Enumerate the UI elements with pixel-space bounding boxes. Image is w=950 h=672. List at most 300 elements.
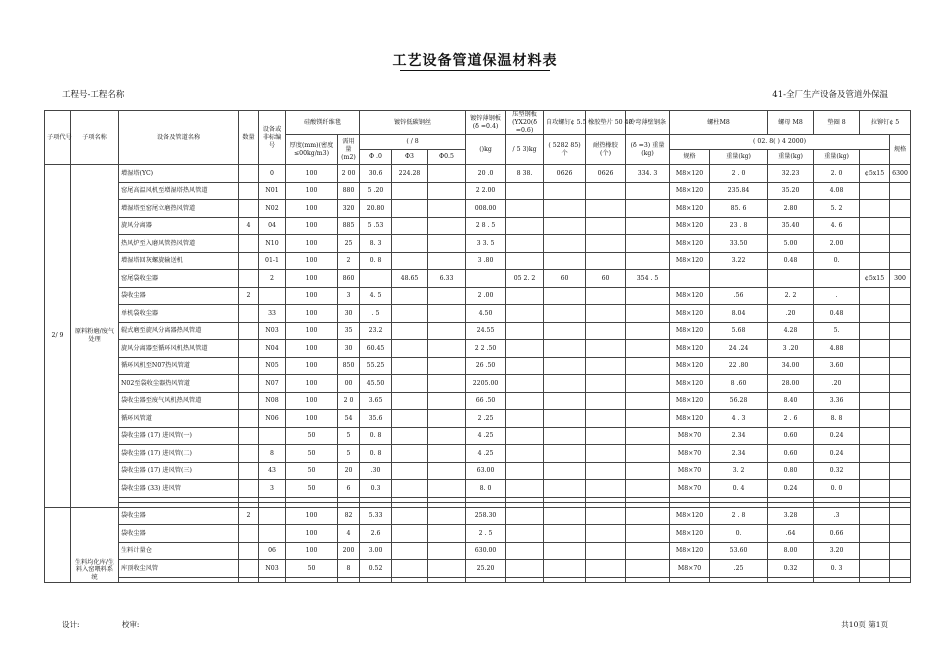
cell-s1: 20 .0 <box>466 165 506 183</box>
cell-thk: 100 <box>286 287 338 305</box>
cell-no: 33 <box>259 305 286 323</box>
cell-s2 <box>506 235 544 253</box>
cell-w3 <box>428 525 466 543</box>
col-sheet1: 镀锌薄钢板(δ =0.4) <box>466 111 506 135</box>
cell-rs <box>860 507 890 525</box>
col-wire-d3: Φ0.5 <box>428 150 466 165</box>
cell-w3 <box>428 322 466 340</box>
cell-w1: 55.25 <box>360 357 392 375</box>
cell-area: 320 <box>338 200 360 218</box>
cell-gas: 0.66 <box>814 525 860 543</box>
col-area: 需用量(m2) <box>338 135 360 165</box>
page-info: 共10页 第1页 <box>841 620 888 629</box>
cell-cold <box>626 287 670 305</box>
cell-w3 <box>428 287 466 305</box>
cell-w1: 45.50 <box>360 375 392 393</box>
cell-area: 8 <box>338 560 360 578</box>
cell-w3 <box>428 462 466 480</box>
col-screw-unit: ( 5282 85)个 <box>544 135 586 165</box>
col-sheet2-unit: / 5 3)kg <box>506 135 544 165</box>
cell-washer <box>586 375 626 393</box>
cell-s2 <box>506 375 544 393</box>
material-table <box>44 110 911 583</box>
cell-qty <box>239 480 259 498</box>
cell-area: 35 <box>338 322 360 340</box>
separator-row <box>45 577 911 582</box>
cell-no: N03 <box>259 322 286 340</box>
cell-cold <box>626 217 670 235</box>
cell-w3 <box>428 507 466 525</box>
cell-gas: 0.24 <box>814 445 860 463</box>
cell-area: 54 <box>338 410 360 428</box>
cell-rs <box>860 200 890 218</box>
cell-rs: ¢5x15 <box>860 165 890 183</box>
cell-gas: 4.88 <box>814 340 860 358</box>
cell-thk: 50 <box>286 480 338 498</box>
cell-w1: 5 .53 <box>360 217 392 235</box>
cell-rq <box>890 462 911 480</box>
cell-qty <box>239 542 259 560</box>
cell-rs <box>860 340 890 358</box>
cell-area: 3 <box>338 287 360 305</box>
title-underline <box>400 70 550 71</box>
cell-w1: 60.45 <box>360 340 392 358</box>
cell-washer <box>586 525 626 543</box>
cell-rq <box>890 182 911 200</box>
cell-thk: 100 <box>286 182 338 200</box>
cell-gas: 0.48 <box>814 305 860 323</box>
cell-w1: 0. 8 <box>360 445 392 463</box>
cell-bw <box>710 270 768 288</box>
cell-w3 <box>428 252 466 270</box>
col-bolt-spec: ( 02. 8( ) 4 2000) <box>670 135 890 150</box>
project-name: 工程号-工程名称 <box>62 90 125 100</box>
col-silicate: 硅酸镁纤维毯 <box>286 111 360 135</box>
designer-label: 设计: <box>62 620 80 629</box>
cell-bolt: M8×120 <box>670 410 710 428</box>
cell-rq <box>890 375 911 393</box>
cell-s1: 630.00 <box>466 542 506 560</box>
cell-thk: 100 <box>286 410 338 428</box>
cell-rq <box>890 560 911 578</box>
cell-nut: 35.40 <box>768 217 814 235</box>
cell-rq: 300 <box>890 270 911 288</box>
cell-nut <box>768 270 814 288</box>
cell-rs <box>860 462 890 480</box>
cell-nut: 3 .20 <box>768 340 814 358</box>
cell-qty <box>239 560 259 578</box>
cell-area: 860 <box>338 270 360 288</box>
cell-no <box>259 507 286 525</box>
cell-nut: .64 <box>768 525 814 543</box>
cell-qty <box>239 392 259 410</box>
cell-gas: 0.32 <box>814 462 860 480</box>
cell-no: 01-1 <box>259 252 286 270</box>
col-bolt: 螺柱M8 <box>670 111 768 135</box>
cell-screw <box>544 252 586 270</box>
cell-s2 <box>506 507 544 525</box>
cell-washer <box>586 445 626 463</box>
cell-s1: 2 2 .50 <box>466 340 506 358</box>
cell-no: N01 <box>259 182 286 200</box>
cell-w3 <box>428 427 466 445</box>
cell-bw: 3.22 <box>710 252 768 270</box>
table-row <box>45 252 911 270</box>
cell-s1: 4.50 <box>466 305 506 323</box>
cell-s2 <box>506 200 544 218</box>
cell-rq <box>890 480 911 498</box>
cell-cold <box>626 462 670 480</box>
cell-thk: 50 <box>286 560 338 578</box>
cell-gas: 4. 6 <box>814 217 860 235</box>
signature-line <box>62 619 179 630</box>
cell-nut: 32.23 <box>768 165 814 183</box>
cell-screw <box>544 542 586 560</box>
cell-nut: 5.00 <box>768 235 814 253</box>
cell-qty <box>239 270 259 288</box>
cell-cold <box>626 542 670 560</box>
cell-screw <box>544 305 586 323</box>
cell-washer <box>586 392 626 410</box>
table-row <box>45 200 911 218</box>
cell-nut: 2 . 6 <box>768 410 814 428</box>
cell-nut: 34.00 <box>768 357 814 375</box>
cell-bw: 23 . 8 <box>710 217 768 235</box>
cell-w3 <box>428 340 466 358</box>
cell-rq <box>890 235 911 253</box>
cell-rs <box>860 542 890 560</box>
cell-w2 <box>392 252 428 270</box>
cell-qty: 4 <box>239 217 259 235</box>
col-rivet-size: 规格 <box>890 135 911 165</box>
cell-nut: 8.40 <box>768 392 814 410</box>
cell-washer: 0626 <box>586 165 626 183</box>
cell-s1 <box>466 270 506 288</box>
col-qty: 数量 <box>239 111 259 165</box>
cell-rs <box>860 252 890 270</box>
cell-w3 <box>428 375 466 393</box>
cell-bolt: M8×120 <box>670 200 710 218</box>
cell-w2 <box>392 287 428 305</box>
cell-thk: 100 <box>286 340 338 358</box>
cell-w3 <box>428 235 466 253</box>
cell-w2 <box>392 427 428 445</box>
cell-rq <box>890 357 911 375</box>
cell-w1: 0.3 <box>360 480 392 498</box>
cell-w1: 2.6 <box>360 525 392 543</box>
cell-washer <box>586 427 626 445</box>
cell-thk: 100 <box>286 357 338 375</box>
cell-s1: 008.00 <box>466 200 506 218</box>
cell-no <box>259 525 286 543</box>
cell-cold <box>626 235 670 253</box>
cell-cold <box>626 357 670 375</box>
cell-s1: 4 .25 <box>466 445 506 463</box>
table-body-group2 <box>45 507 911 582</box>
cell-screw: 0626 <box>544 165 586 183</box>
cell-bw: 53.60 <box>710 542 768 560</box>
cell-no: N06 <box>259 410 286 428</box>
cell-bolt: M8×70 <box>670 480 710 498</box>
cell-name: 窑尾袋收尘器 <box>119 270 239 288</box>
cell-bw: 8.04 <box>710 305 768 323</box>
cell-bw: 4 . 3 <box>710 410 768 428</box>
cell-w3 <box>428 392 466 410</box>
col-equip-name: 设备及管道名称 <box>119 111 239 165</box>
col-sheet1-unit: ()kg <box>466 135 506 165</box>
cell-washer <box>586 462 626 480</box>
cell-rs <box>860 392 890 410</box>
cell-bolt: M8×120 <box>670 525 710 543</box>
cell-w1: 0. 8 <box>360 252 392 270</box>
cell-screw <box>544 480 586 498</box>
cell-nut: 0.80 <box>768 462 814 480</box>
col-bolt-size: 规格 <box>670 150 710 165</box>
cell-area: 30 <box>338 340 360 358</box>
col-rivet: 拉铆钉¢ 5 <box>860 111 911 135</box>
cell-w2 <box>392 217 428 235</box>
cell-rs: ¢5x15 <box>860 270 890 288</box>
col-equip-no: 设备或非标编号 <box>259 111 286 165</box>
cell-screw <box>544 375 586 393</box>
cell-screw <box>544 507 586 525</box>
cell-name: 袋收尘器至废气风机热风管道 <box>119 392 239 410</box>
cell-cold: 334. 3 <box>626 165 670 183</box>
cell-gas: 5. 2 <box>814 200 860 218</box>
cell-area: 5 <box>338 427 360 445</box>
cell-w1: 30.6 <box>360 165 392 183</box>
cell-s1: 258.30 <box>466 507 506 525</box>
cell-bolt: M8×120 <box>670 235 710 253</box>
col-wire: 镀锌低碳钢丝 <box>360 111 466 135</box>
cell-no: 06 <box>259 542 286 560</box>
col-code: 子项代号 <box>45 111 71 165</box>
cell-gas: .20 <box>814 375 860 393</box>
cell-nut: 3.28 <box>768 507 814 525</box>
cell-qty <box>239 375 259 393</box>
table-row <box>45 182 911 200</box>
table-row <box>45 392 911 410</box>
table-row <box>45 235 911 253</box>
cell-bw: 0. 4 <box>710 480 768 498</box>
cell-rq <box>890 427 911 445</box>
cell-screw <box>544 322 586 340</box>
cell-name: 循环风管道 <box>119 410 239 428</box>
cell-bolt: M8×120 <box>670 357 710 375</box>
cell-qty <box>239 305 259 323</box>
cell-cold <box>626 200 670 218</box>
table-row <box>45 322 911 340</box>
cell-bolt: M8×120 <box>670 340 710 358</box>
cell-thk: 100 <box>286 270 338 288</box>
cell-nut: 0.24 <box>768 480 814 498</box>
cell-gas: 3.60 <box>814 357 860 375</box>
cell-no: 3 <box>259 480 286 498</box>
cell-cold <box>626 182 670 200</box>
cell-s2: 8 38. <box>506 165 544 183</box>
cell-s2 <box>506 252 544 270</box>
group-name-cell: 生料均化库/生料入窑喂料系统 <box>71 507 119 582</box>
cell-qty <box>239 462 259 480</box>
cell-qty <box>239 322 259 340</box>
cell-qty <box>239 235 259 253</box>
cell-gas: 0. 3 <box>814 560 860 578</box>
cell-rs <box>860 427 890 445</box>
cell-s2 <box>506 462 544 480</box>
cell-bw: 33.50 <box>710 235 768 253</box>
col-wire-d2: Φ3 <box>392 150 428 165</box>
cell-cold <box>626 427 670 445</box>
cell-qty <box>239 427 259 445</box>
cell-w2: 224.28 <box>392 165 428 183</box>
cell-s1: 26 .50 <box>466 357 506 375</box>
cell-w1: . 5 <box>360 305 392 323</box>
cell-thk: 100 <box>286 322 338 340</box>
cell-qty: 2 <box>239 287 259 305</box>
cell-rq <box>890 322 911 340</box>
table-row <box>45 375 911 393</box>
cell-qty <box>239 340 259 358</box>
cell-washer <box>586 357 626 375</box>
cell-rs <box>860 287 890 305</box>
cell-rs <box>860 445 890 463</box>
cell-s1: 25.20 <box>466 560 506 578</box>
group-name-cell: 原料粉磨/废气处理 <box>71 165 119 508</box>
cell-name: 增湿塔至窑尾立磨热风管道 <box>119 200 239 218</box>
cell-w3: 6.33 <box>428 270 466 288</box>
cell-w3 <box>428 200 466 218</box>
cell-s2 <box>506 322 544 340</box>
cell-area: 6 <box>338 480 360 498</box>
cell-s1: 4 .25 <box>466 427 506 445</box>
col-gasket: 垫圈 8 <box>814 111 860 135</box>
cell-w3 <box>428 165 466 183</box>
cell-name: 袋收尘器 <box>119 507 239 525</box>
cell-cold <box>626 392 670 410</box>
cell-w1: 0. 8 <box>360 427 392 445</box>
cell-s2 <box>506 340 544 358</box>
cell-gas: 3.36 <box>814 392 860 410</box>
cell-bolt <box>670 270 710 288</box>
table-row <box>45 542 911 560</box>
cell-bw: 2 . 0 <box>710 165 768 183</box>
cell-nut: 4.28 <box>768 322 814 340</box>
cell-w3 <box>428 560 466 578</box>
col-washer: 橡胶垫片 50 40 <box>586 111 626 135</box>
cell-screw <box>544 340 586 358</box>
cell-w3 <box>428 305 466 323</box>
cell-area: 2 00 <box>338 165 360 183</box>
cell-thk: 100 <box>286 165 338 183</box>
cell-area: 4 <box>338 525 360 543</box>
cell-area: 30 <box>338 305 360 323</box>
cell-bw: 235.84 <box>710 182 768 200</box>
cell-rq: 6300 <box>890 165 911 183</box>
cell-no: N04 <box>259 340 286 358</box>
cell-s2 <box>506 182 544 200</box>
cell-area: 880 <box>338 182 360 200</box>
cell-nut: 35.20 <box>768 182 814 200</box>
cell-bolt: M8×120 <box>670 165 710 183</box>
col-nut-weight: 重量(kg) <box>768 150 814 165</box>
cell-washer <box>586 305 626 323</box>
cell-bw: 22 .80 <box>710 357 768 375</box>
table-row <box>45 165 911 183</box>
cell-w3 <box>428 542 466 560</box>
cell-thk: 50 <box>286 462 338 480</box>
table-row <box>45 305 911 323</box>
col-gasket-weight: 重量(kg) <box>814 150 860 165</box>
cell-rs <box>860 322 890 340</box>
cell-nut: 28.00 <box>768 375 814 393</box>
table-row <box>45 445 911 463</box>
table-row <box>45 357 911 375</box>
cell-screw <box>544 410 586 428</box>
table-row <box>45 427 911 445</box>
col-cold-unit: (δ =3) 重量(kg) <box>626 135 670 165</box>
cell-rq <box>890 200 911 218</box>
cell-washer: 60 <box>586 270 626 288</box>
cell-s2 <box>506 217 544 235</box>
cell-no: 8 <box>259 445 286 463</box>
cell-no: N05 <box>259 357 286 375</box>
cell-washer <box>586 410 626 428</box>
cell-thk: 100 <box>286 252 338 270</box>
table-row <box>45 560 911 578</box>
cell-bolt: M8×70 <box>670 445 710 463</box>
cell-qty <box>239 200 259 218</box>
cell-rq <box>890 340 911 358</box>
cell-bw: .25 <box>710 560 768 578</box>
cell-bw: 56.28 <box>710 392 768 410</box>
cell-s2 <box>506 392 544 410</box>
cell-bolt: M8×70 <box>670 462 710 480</box>
cell-w2: 48.65 <box>392 270 428 288</box>
cell-name: 辊式磨至旋风分离器热风管道 <box>119 322 239 340</box>
cell-bw: 5.68 <box>710 322 768 340</box>
cell-name: 袋收尘器 <box>119 525 239 543</box>
cell-washer <box>586 340 626 358</box>
cell-s1: 66 .50 <box>466 392 506 410</box>
cell-bw: 85. 6 <box>710 200 768 218</box>
cell-bolt: M8×120 <box>670 375 710 393</box>
cell-qty <box>239 525 259 543</box>
cell-rq <box>890 287 911 305</box>
cell-cold <box>626 445 670 463</box>
cell-area: 00 <box>338 375 360 393</box>
cell-w3 <box>428 480 466 498</box>
cell-w1: 20.80 <box>360 200 392 218</box>
cell-w2 <box>392 462 428 480</box>
cell-gas: 8. 8 <box>814 410 860 428</box>
cell-s2 <box>506 427 544 445</box>
cell-w2 <box>392 375 428 393</box>
cell-thk: 100 <box>286 305 338 323</box>
cell-w1: 5.33 <box>360 507 392 525</box>
cell-w2 <box>392 560 428 578</box>
cell-s1: 2 . 5 <box>466 525 506 543</box>
table-row <box>45 217 911 235</box>
cell-bolt: M8×120 <box>670 287 710 305</box>
cell-rq <box>890 252 911 270</box>
cell-bw: 0. <box>710 525 768 543</box>
cell-area: 25 <box>338 235 360 253</box>
cell-thk: 100 <box>286 525 338 543</box>
cell-gas: 5. <box>814 322 860 340</box>
table-row <box>45 525 911 543</box>
cell-washer <box>586 235 626 253</box>
cell-bw: 2.34 <box>710 427 768 445</box>
